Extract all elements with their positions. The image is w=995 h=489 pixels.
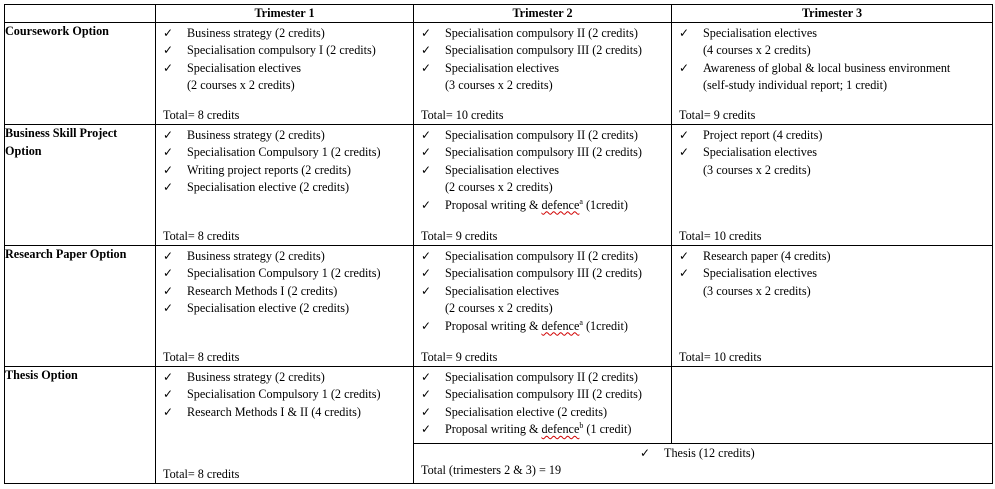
check-icon: ✓ — [421, 266, 432, 281]
total-credits: Total= 9 credits — [421, 350, 498, 364]
total-credits: Total= 8 credits — [163, 229, 240, 243]
cell-trimester-1 — [156, 23, 414, 125]
check-icon: ✓ — [163, 26, 174, 40]
cell-trimester-2 — [414, 125, 672, 246]
check-icon: ✓ — [640, 446, 651, 461]
check-icon: ✓ — [679, 26, 690, 40]
total-credits: Total (trimesters 2 & 3) = 19 — [421, 463, 562, 478]
check-icon: ✓ — [163, 249, 174, 263]
check-icon: ✓ — [163, 43, 174, 58]
check-icon: ✓ — [421, 145, 432, 160]
total-credits: Total= 8 credits — [163, 108, 240, 122]
option-label: Coursework Option — [5, 23, 156, 125]
cell-trimester-3 — [672, 246, 993, 367]
list-item: ✓ Specialisation electives (2 courses x 2 credits) — [421, 283, 560, 316]
program-structure-table — [4, 4, 993, 484]
list-item: ✓ Specialisation compulsory II (2 credits) — [421, 127, 667, 144]
list-item: ✓ Thesis (12 credits) — [640, 446, 755, 461]
check-icon: ✓ — [679, 60, 690, 75]
list-item: ✓ Specialisation compulsory III (2 credits) — [421, 144, 667, 161]
cell-trimesters-2-3 — [414, 444, 993, 484]
check-icon: ✓ — [679, 266, 690, 281]
list-item: ✓ Proposal writing & defence$^a$ (1credit) — [421, 318, 667, 335]
check-icon: ✓ — [163, 387, 174, 402]
list-item: ✓ Business strategy (2 credits) — [163, 369, 409, 386]
row-research-paper-option — [5, 246, 993, 367]
cell-trimester-2 — [414, 23, 672, 125]
list-item: ✓ Specialisation Compulsory 1 (2 credits) — [163, 265, 409, 282]
total-credits: Total= 10 credits — [679, 229, 762, 243]
check-icon: ✓ — [421, 43, 432, 58]
cell-trimester-1 — [156, 246, 414, 367]
check-icon: ✓ — [163, 145, 174, 160]
check-icon: ✓ — [421, 387, 432, 402]
total-credits: Total= 9 credits — [679, 108, 756, 122]
list-item: ✓ Specialisation compulsory II (2 credits) — [421, 369, 667, 386]
list-item: ✓ Specialisation elective (2 credits) — [421, 404, 667, 421]
list-item: ✓ Specialisation compulsory III (2 credits) — [421, 265, 667, 282]
header-row — [5, 5, 993, 23]
list-item: ✓ Proposal writing & defence$^b$ (1 credit) — [421, 421, 667, 438]
total-credits: Total= 10 credits — [679, 350, 762, 364]
list-item: ✓ Specialisation electives (3 courses x 2 credits) — [679, 145, 818, 177]
check-icon: ✓ — [163, 128, 174, 142]
check-icon: ✓ — [421, 249, 432, 263]
list-item: ✓ Specialisation electives (2 courses x 2 credits) — [163, 60, 302, 93]
list-item: ✓ Specialisation Compulsory 1 (2 credits) — [163, 386, 409, 403]
list-item: ✓ Business strategy (2 credits) — [163, 248, 409, 265]
row-coursework-option — [5, 23, 993, 125]
check-icon: ✓ — [421, 60, 432, 75]
list-item: ✓ Business strategy (2 credits) — [163, 127, 409, 144]
list-item: ✓ Specialisation electives (2 courses x 2 credits) — [421, 162, 560, 195]
check-icon: ✓ — [163, 266, 174, 281]
check-icon: ✓ — [421, 370, 432, 384]
list-item: ✓ Specialisation compulsory I (2 credits) — [163, 42, 409, 59]
list-item: ✓ Specialisation compulsory III (2 credits) — [421, 42, 667, 59]
row-business-skill-project-option — [5, 125, 993, 246]
list-item: ✓ Specialisation electives (3 courses x 2 credits) — [679, 266, 818, 298]
list-item: ✓ Specialisation compulsory II (2 credits) — [421, 25, 667, 42]
check-icon: ✓ — [163, 404, 174, 419]
list-item: ✓ Specialisation elective (2 credits) — [163, 300, 409, 317]
header-trimester-3: Trimester 3 — [672, 5, 993, 23]
total-credits: Total= 9 credits — [421, 229, 498, 243]
total-credits: Total= 8 credits — [163, 467, 240, 481]
list-item: ✓ Project report (4 credits) — [679, 127, 988, 144]
cell-trimester-3 — [672, 125, 993, 246]
check-icon: ✓ — [163, 370, 174, 384]
option-label: Thesis Option — [5, 367, 156, 484]
header-blank — [5, 5, 156, 23]
total-credits: Total= 10 credits — [421, 108, 504, 122]
list-item: ✓ Specialisation electives (3 courses x 2 credits) — [421, 60, 560, 93]
list-item: ✓ Specialisation electives (4 courses x 2 credits) — [679, 26, 818, 58]
check-icon: ✓ — [163, 283, 174, 298]
check-icon: ✓ — [679, 128, 690, 142]
cell-trimester-1 — [156, 125, 414, 246]
list-item: ✓ Research Methods I & II (4 credits) — [163, 404, 409, 421]
list-item: ✓ Specialisation Compulsory 1 (2 credits) — [163, 144, 409, 161]
list-item: ✓ Proposal writing & defence$^a$ (1credit) — [421, 197, 667, 214]
cell-trimester-3 — [672, 23, 993, 125]
check-icon: ✓ — [421, 128, 432, 142]
list-item: ✓ Specialisation compulsory III (2 credits) — [421, 386, 667, 403]
check-icon: ✓ — [421, 404, 432, 419]
option-label: Research Paper Option — [5, 246, 156, 367]
check-icon: ✓ — [421, 422, 432, 437]
cell-trimester-2 — [414, 367, 672, 444]
cell-trimester-1 — [156, 367, 414, 484]
check-icon: ✓ — [421, 197, 432, 212]
row-thesis-option — [5, 367, 993, 444]
check-icon: ✓ — [163, 162, 174, 177]
check-icon: ✓ — [679, 249, 690, 263]
check-icon: ✓ — [421, 283, 432, 298]
check-icon: ✓ — [163, 60, 174, 75]
header-trimester-2: Trimester 2 — [414, 5, 672, 23]
list-item: ✓ Specialisation compulsory II (2 credits) — [421, 248, 667, 265]
list-item: ✓ Awareness of global & local business environment (self-study individual report; 1 credit) — [679, 60, 951, 93]
cell-trimester-2 — [414, 246, 672, 367]
option-label: Business Skill Project Option — [5, 125, 156, 246]
list-item: ✓ Research Methods I (2 credits) — [163, 283, 409, 300]
total-credits: Total= 8 credits — [163, 350, 240, 364]
check-icon: ✓ — [163, 180, 174, 195]
list-item: ✓ Business strategy (2 credits) — [163, 25, 409, 42]
list-item: ✓ Research paper (4 credits) — [679, 248, 988, 265]
check-icon: ✓ — [679, 145, 690, 160]
check-icon: ✓ — [421, 26, 432, 40]
header-trimester-1: Trimester 1 — [156, 5, 414, 23]
cell-trimester-3-empty — [672, 367, 993, 444]
check-icon: ✓ — [163, 301, 174, 316]
check-icon: ✓ — [421, 162, 432, 177]
check-icon: ✓ — [421, 318, 432, 333]
list-item: ✓ Writing project reports (2 credits) — [163, 162, 409, 179]
list-item: ✓ Specialisation elective (2 credits) — [163, 179, 409, 196]
